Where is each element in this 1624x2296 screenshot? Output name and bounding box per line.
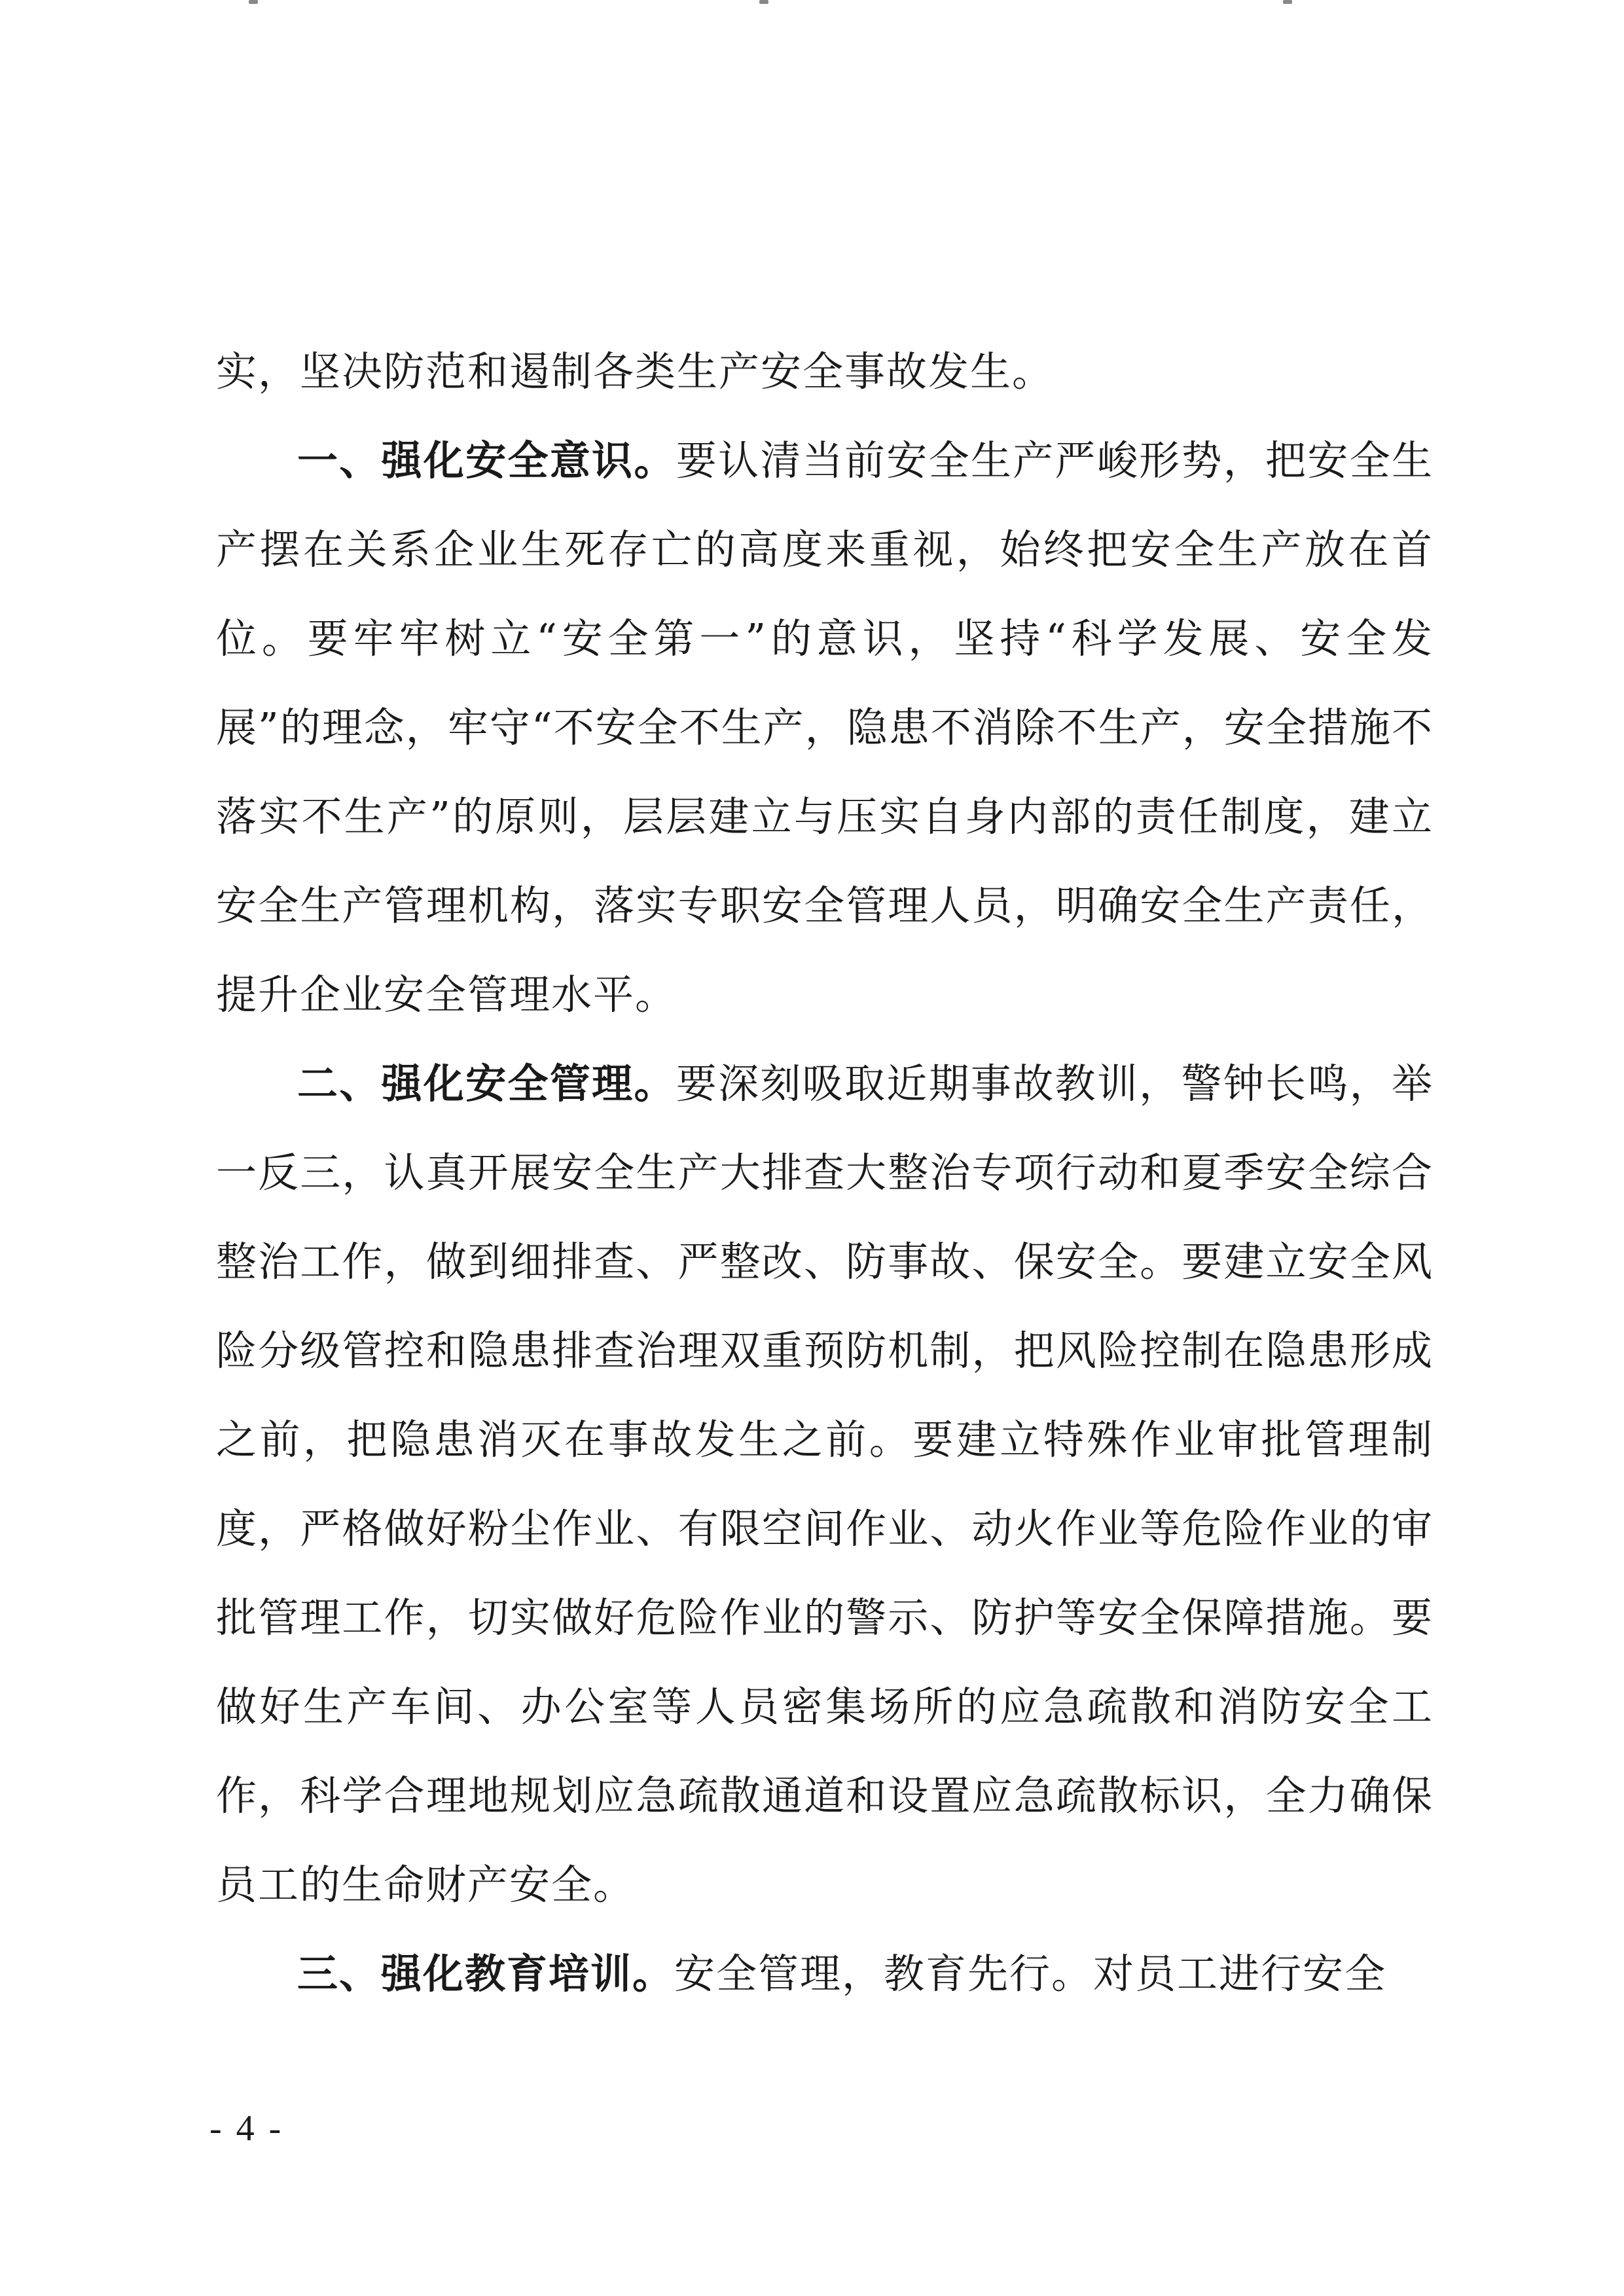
scan-mark [1283,0,1292,4]
continuation-paragraph: 实，坚决防范和遏制各类生产安全事故发生。 [216,348,1055,395]
section-1-body: 要认清当前安全生产严峻形势，把安全生产摆在关系企业生死存亡的高度来重视，始终把安全生产放在首位。要牢牢树立“安全第一”的意识，坚持“科学发展、安全发展”的理念，牢守“不安全不生产，隐患不消除不生产，安全措施不落实不生产”的原则，层层建立与压实自身内部的责任制度，建立安全生产管理机构，落实专职安全管理人员，明确安全生产责任，提升企业安全管理水平。 [216,437,1434,1018]
section-1-paragraph [216,416,1434,1039]
section-2-heading: 二、强化安全管理。 [297,1060,676,1107]
document-body [216,327,1434,2018]
section-3-heading: 三、强化教育培训。 [297,1950,675,1998]
scan-mark [759,0,768,4]
section-3-paragraph [216,1929,1434,2018]
scan-mark [249,0,258,4]
section-1-heading: 一、强化安全意识。 [297,437,676,484]
section-2-paragraph [216,1039,1434,1929]
page-number: - 4 - [209,2108,284,2149]
section-3-body: 安全管理，教育先行。对员工进行安全 [674,1950,1387,1998]
section-2-body: 要深刻吸取近期事故教训，警钟长鸣，举一反三，认真开展安全生产大排查大整治专项行动和夏季安全综合整治工作，做到细排查、严整改、防事故、保安全。要建立安全风险分级管控和隐患排查治理双重预防机制，把风险控制在隐患形成之前，把隐患消灭在事故发生之前。要建立特殊作业审批管理制度，严格做好粉尘作业、有限空间作业、动火作业等危险作业的审批管理工作，切实做好危险作业的警示、防护等安全保障措施。要做好生产车间、办公室等人员密集场所的应急疏散和消防安全工作，科学合理地规划应急疏散通道和设置应急疏散标识，全力确保员工的生命财产安全。 [216,1060,1434,1909]
